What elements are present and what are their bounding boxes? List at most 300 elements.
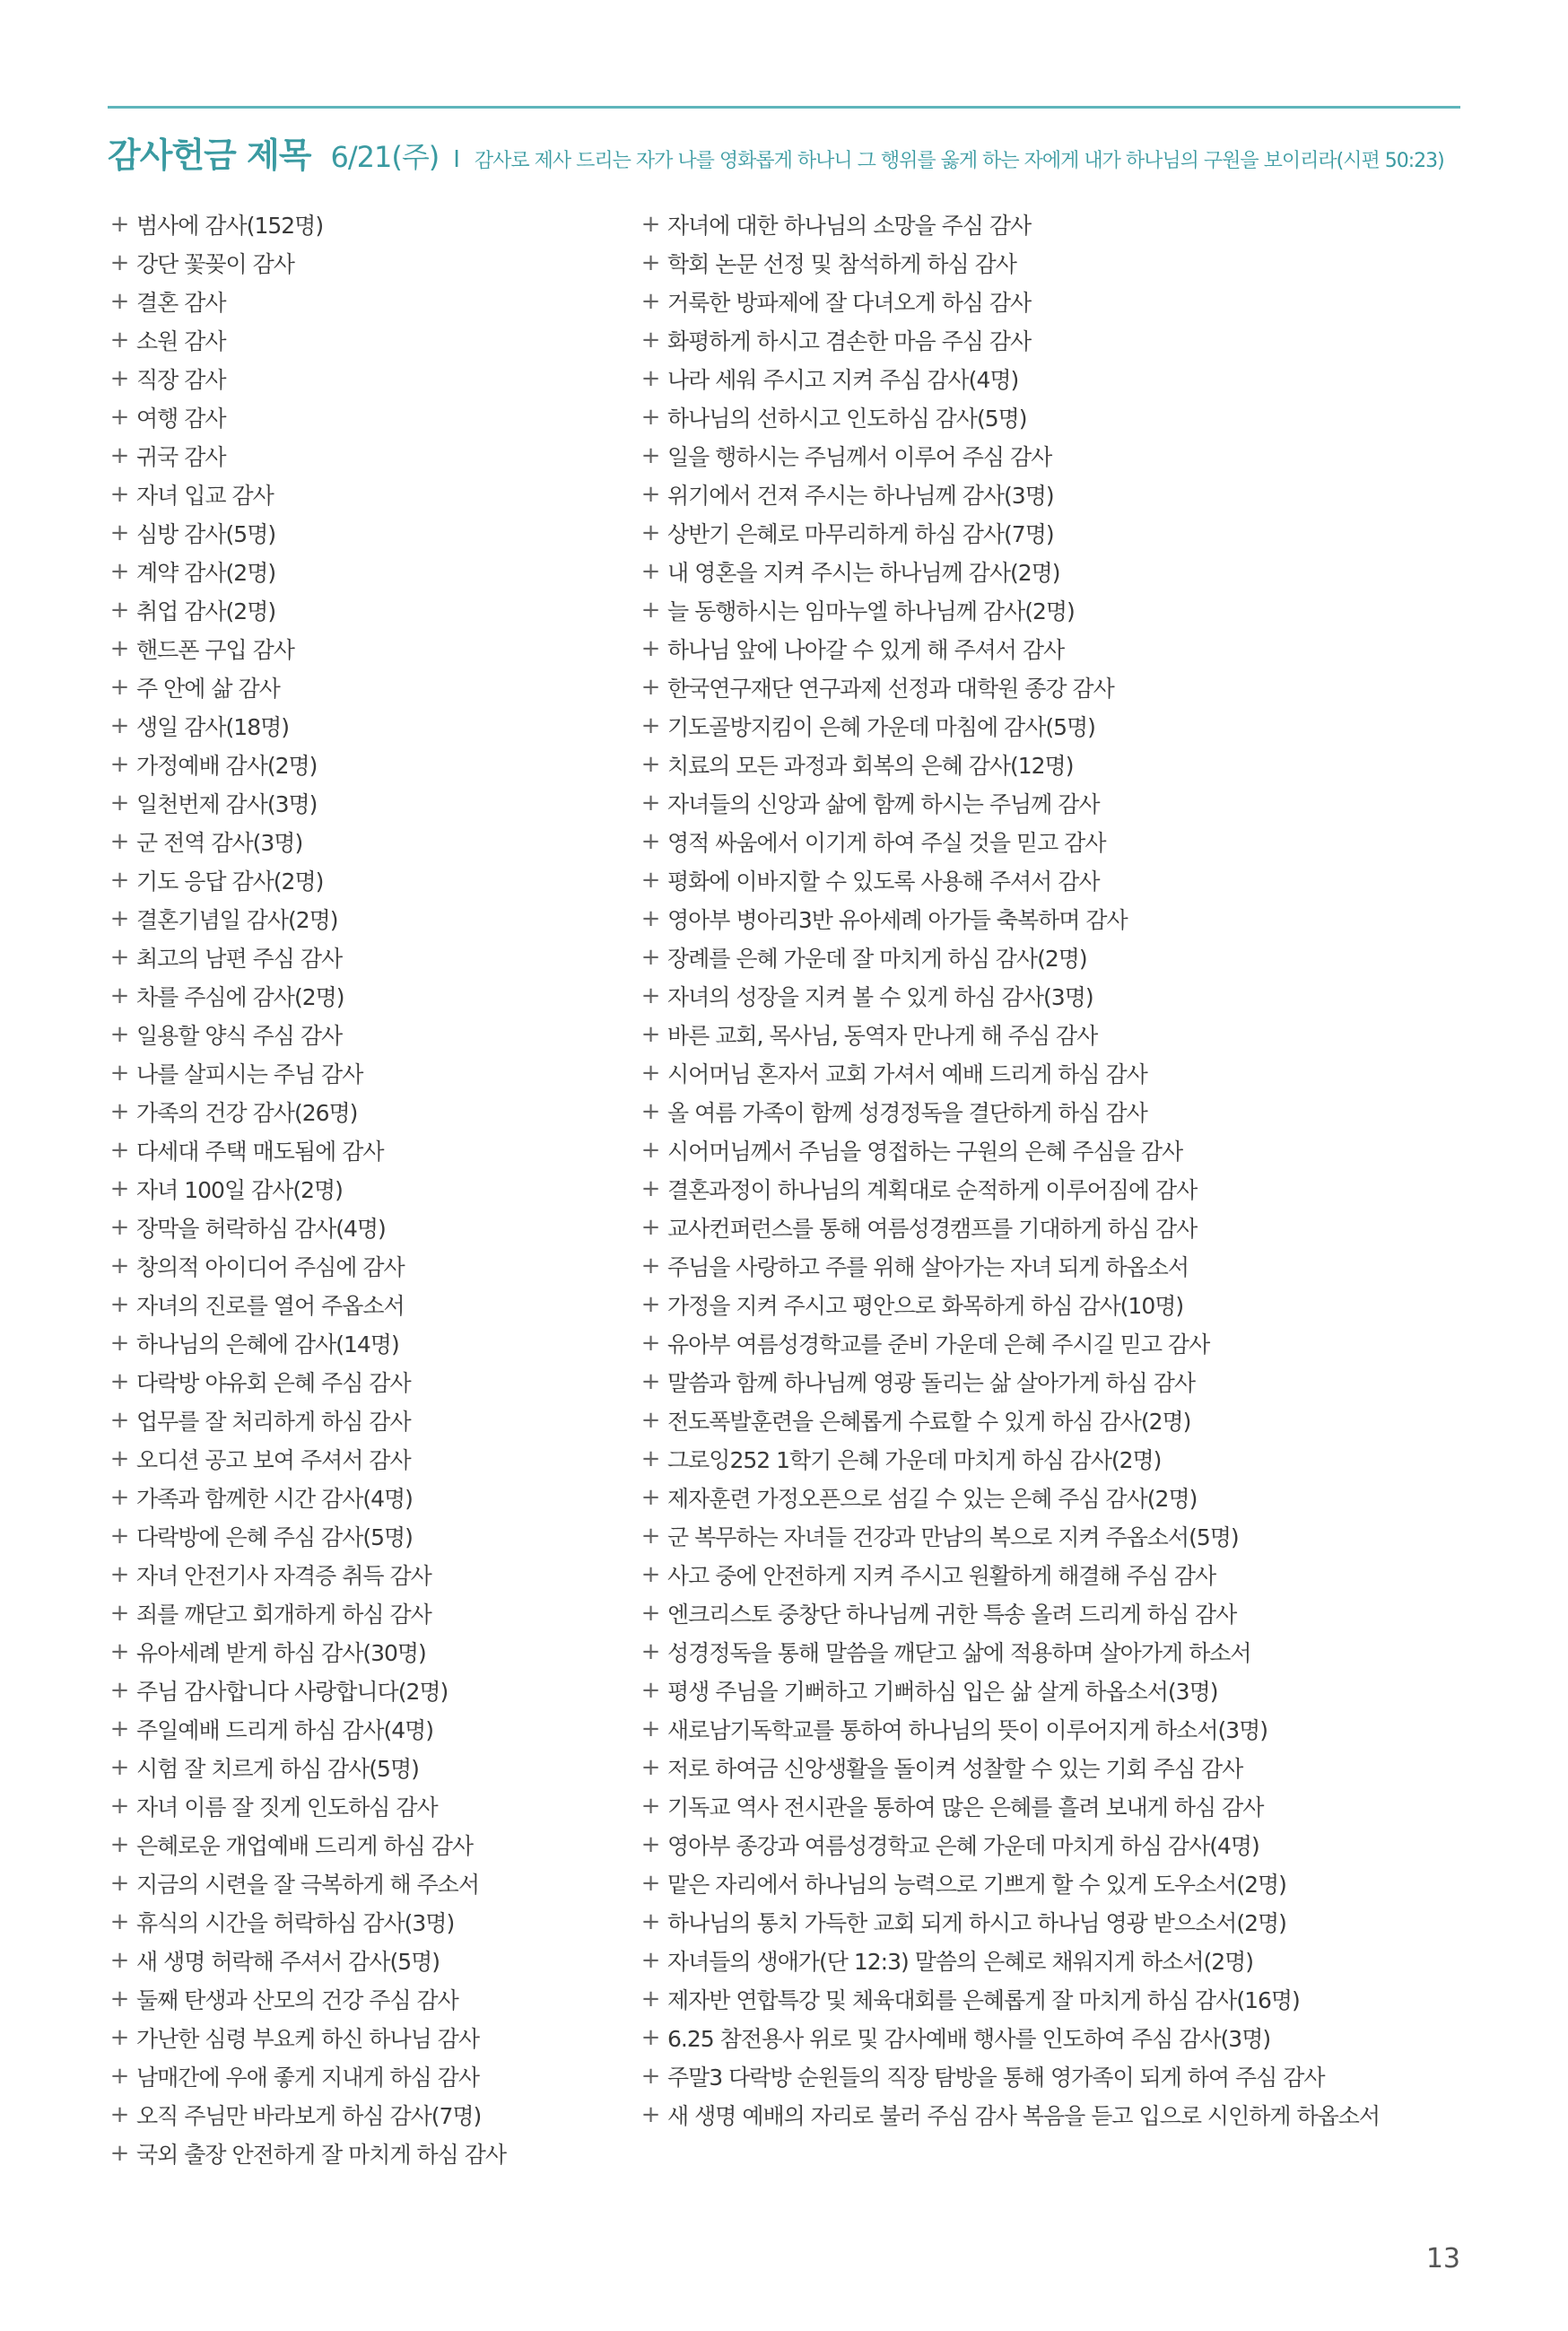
header-rule: [108, 106, 1460, 109]
list-item-text: 6.25 참전용사 위로 및 감사예배 행사를 인도하여 주심 감사(3명): [667, 2025, 1271, 2052]
plus-icon: +: [640, 326, 660, 354]
plus-icon: +: [640, 1792, 660, 1820]
list-item-text: 직장 감사: [136, 366, 226, 393]
list-item: [108, 2056, 628, 2095]
plus-icon: +: [640, 1406, 660, 1434]
plus-icon: +: [109, 403, 129, 431]
list-item: [639, 976, 1473, 1015]
list-item-text: 일을 행하시는 주님께서 이루어 주심 감사: [667, 443, 1052, 470]
list-item: [639, 1941, 1473, 1979]
plus-icon: +: [640, 249, 660, 276]
list-item: [108, 359, 628, 397]
plus-icon: +: [109, 2023, 129, 2051]
list-item-text: 가난한 심령 부요케 하신 하나님 감사: [136, 2025, 479, 2052]
list-item: [108, 1516, 628, 1555]
list-item: [108, 320, 628, 359]
list-item-text: 자녀 입교 감사: [136, 482, 274, 509]
list-item: [639, 1825, 1473, 1864]
list-item: [639, 1439, 1473, 1478]
list-item: [108, 1015, 628, 1053]
list-item: [639, 629, 1473, 668]
plus-icon: +: [109, 1599, 129, 1627]
plus-icon: +: [109, 982, 129, 1009]
list-item: [108, 552, 628, 590]
list-item: [108, 629, 628, 668]
list-item-text: 오디션 공고 보여 주셔서 감사: [136, 1446, 411, 1473]
plus-icon: +: [109, 480, 129, 508]
list-item: [108, 1902, 628, 1941]
plus-icon: +: [109, 210, 129, 238]
section-title: 감사헌금 제목: [108, 135, 311, 175]
list-item: [108, 706, 628, 745]
list-item: [639, 938, 1473, 976]
list-item: [639, 436, 1473, 475]
list-item: [639, 745, 1473, 783]
plus-icon: +: [640, 287, 660, 315]
list-item-text: 다세대 주택 매도됨에 감사: [136, 1138, 384, 1165]
list-item-text: 시어머님 혼자서 교회 가셔서 예배 드리게 하심 감사: [667, 1061, 1147, 1087]
list-item: [108, 1246, 628, 1285]
list-item-text: 하나님의 은혜에 감사(14명): [136, 1331, 399, 1358]
plus-icon: +: [640, 480, 660, 508]
list-item: [639, 1516, 1473, 1555]
plus-icon: +: [109, 1097, 129, 1125]
list-item: [639, 1478, 1473, 1516]
plus-icon: +: [640, 2023, 660, 2051]
list-item: [639, 706, 1473, 745]
list-item-text: 기도 응답 감사(2명): [136, 868, 324, 895]
plus-icon: +: [109, 789, 129, 816]
plus-icon: +: [640, 904, 660, 932]
plus-icon: +: [109, 1715, 129, 1742]
list-item: [639, 1671, 1473, 1709]
list-item-text: 강단 꽃꽂이 감사: [136, 250, 294, 277]
plus-icon: +: [109, 249, 129, 276]
list-item-text: 화평하게 하시고 겸손한 마음 주심 감사: [667, 327, 1032, 354]
plus-icon: +: [109, 1522, 129, 1550]
list-item: [108, 1439, 628, 1478]
section-date: 6/21(주): [330, 140, 440, 174]
plus-icon: +: [640, 827, 660, 855]
plus-icon: +: [640, 1676, 660, 1704]
list-item-text: 유아부 여름성경학교를 준비 가운데 은혜 주시길 믿고 감사: [667, 1331, 1210, 1358]
plus-icon: +: [109, 557, 129, 585]
plus-icon: +: [640, 2062, 660, 2090]
plus-icon: +: [640, 1869, 660, 1897]
list-item: [639, 1748, 1473, 1786]
list-item-text: 가정예배 감사(2명): [136, 752, 318, 779]
list-item-text: 내 영혼을 지켜 주시는 하나님께 감사(2명): [667, 559, 1060, 586]
plus-icon: +: [109, 1329, 129, 1357]
list-item-text: 일용할 양식 주심 감사: [136, 1022, 343, 1049]
list-item: [108, 475, 628, 513]
plus-icon: +: [109, 441, 129, 469]
list-item-text: 유아세례 받게 하심 감사(30명): [136, 1639, 426, 1666]
plus-icon: +: [109, 1830, 129, 1858]
list-item: [108, 282, 628, 320]
plus-icon: +: [640, 1097, 660, 1125]
plus-icon: +: [109, 287, 129, 315]
list-item-text: 자녀의 성장을 지켜 볼 수 있게 하심 감사(3명): [667, 983, 1093, 1010]
list-item: [639, 475, 1473, 513]
list-item: [639, 1208, 1473, 1246]
list-item-text: 생일 감사(18명): [136, 713, 290, 740]
plus-icon: +: [640, 1252, 660, 1279]
list-item-text: 주 안에 삶 감사: [136, 675, 280, 702]
plus-icon: +: [640, 1560, 660, 1588]
plus-icon: +: [640, 943, 660, 971]
plus-icon: +: [640, 1715, 660, 1742]
list-item-text: 영적 싸움에서 이기게 하여 주실 것을 믿고 감사: [667, 829, 1106, 856]
list-item: [639, 783, 1473, 822]
list-item: [108, 1208, 628, 1246]
list-item-text: 바른 교회, 목사님, 동역자 만나게 해 주심 감사: [667, 1022, 1098, 1049]
list-item: [108, 1593, 628, 1632]
list-item-text: 주말3 다락방 순원들의 직장 탐방을 통해 영가족이 되게 하여 주심 감사: [667, 2064, 1325, 2091]
header-separator: I: [453, 146, 460, 173]
list-item-text: 군 전역 감사(3명): [136, 829, 303, 856]
list-item: [108, 1362, 628, 1401]
list-item: [639, 359, 1473, 397]
plus-icon: +: [640, 634, 660, 662]
list-item: [108, 2018, 628, 2056]
plus-icon: +: [640, 1329, 660, 1357]
plus-icon: +: [109, 364, 129, 392]
list-item-text: 취업 감사(2명): [136, 598, 276, 624]
list-item: [108, 745, 628, 783]
plus-icon: +: [109, 1869, 129, 1897]
list-item: [639, 513, 1473, 552]
list-item-text: 기도골방지킴이 은혜 가운데 마침에 감사(5명): [667, 713, 1095, 740]
list-item: [108, 1401, 628, 1439]
list-item: [639, 1323, 1473, 1362]
list-item: [639, 1632, 1473, 1671]
plus-icon: +: [109, 1059, 129, 1087]
list-item-text: 군 복무하는 자녀들 건강과 만남의 복으로 지켜 주옵소서(5명): [667, 1523, 1239, 1550]
plus-icon: +: [640, 1753, 660, 1781]
list-item-text: 결혼기념일 감사(2명): [136, 906, 338, 933]
list-item-text: 오직 주님만 바라보게 하심 감사(7명): [136, 2102, 482, 2129]
list-item-text: 가정을 지켜 주시고 평안으로 화목하게 하심 감사(10명): [667, 1292, 1184, 1319]
list-item: [108, 1709, 628, 1748]
list-item-text: 하나님의 선하시고 인도하심 감사(5명): [667, 405, 1027, 432]
list-item: [108, 243, 628, 282]
plus-icon: +: [640, 2100, 660, 2128]
plus-icon: +: [109, 1406, 129, 1434]
list-item-text: 평생 주님을 기뻐하고 기뻐하심 입은 삶 살게 하옵소서(3명): [667, 1678, 1218, 1705]
list-item: [108, 1825, 628, 1864]
list-item-text: 귀국 감사: [136, 443, 226, 470]
bible-verse: 감사로 제사 드리는 자가 나를 영화롭게 하나니 그 행위를 옳게 하는 자에게 내가 하나님의 구원을 보이리라(시편 50:23): [474, 150, 1444, 172]
plus-icon: +: [109, 1174, 129, 1202]
plus-icon: +: [109, 866, 129, 894]
list-item: [108, 1941, 628, 1979]
list-item: [639, 2018, 1473, 2056]
list-item-text: 주님 감사합니다 사랑합니다(2명): [136, 1678, 449, 1705]
list-item-text: 치료의 모든 과정과 회복의 은혜 감사(12명): [667, 752, 1074, 779]
list-item: [108, 205, 628, 243]
list-item: [639, 668, 1473, 706]
plus-icon: +: [640, 1946, 660, 1974]
plus-icon: +: [109, 904, 129, 932]
list-item-text: 소원 감사: [136, 327, 226, 354]
list-item-text: 결혼과정이 하나님의 계획대로 순적하게 이루어짐에 감사: [667, 1176, 1198, 1203]
list-item-text: 전도폭발훈련을 은혜롭게 수료할 수 있게 하심 감사(2명): [667, 1408, 1191, 1435]
list-item-text: 시어머님께서 주님을 영접하는 구원의 은혜 주심을 감사: [667, 1138, 1183, 1165]
list-item-text: 늘 동행하시는 임마누엘 하나님께 감사(2명): [667, 598, 1075, 624]
list-item-text: 새 생명 예배의 자리로 불러 주심 감사 복음을 듣고 입으로 시인하게 하옵소서: [667, 2102, 1381, 2129]
plus-icon: +: [640, 1985, 660, 2012]
list-item: [639, 1015, 1473, 1053]
list-item-text: 학회 논문 선정 및 참석하게 하심 감사: [667, 250, 1016, 277]
plus-icon: +: [109, 943, 129, 971]
plus-icon: +: [640, 1830, 660, 1858]
list-item: [108, 1169, 628, 1208]
list-item: [108, 1786, 628, 1825]
list-item: [108, 1053, 628, 1092]
plus-icon: +: [640, 982, 660, 1009]
plus-icon: +: [109, 1676, 129, 1704]
list-item-text: 국외 출장 안전하게 잘 마치게 하심 감사: [136, 2141, 507, 2168]
plus-icon: +: [109, 1637, 129, 1665]
plus-icon: +: [109, 1792, 129, 1820]
list-item: [108, 668, 628, 706]
plus-icon: +: [640, 557, 660, 585]
plus-icon: +: [109, 2100, 129, 2128]
list-item: [639, 1979, 1473, 2018]
plus-icon: +: [109, 827, 129, 855]
list-item-text: 자녀 100일 감사(2명): [136, 1176, 343, 1203]
list-item-text: 자녀 이름 잘 짓게 인도하심 감사: [136, 1794, 438, 1820]
list-item-text: 다락방 야유회 은혜 주심 감사: [136, 1369, 411, 1396]
list-item: [108, 2095, 628, 2134]
plus-icon: +: [640, 1908, 660, 1935]
plus-icon: +: [109, 1213, 129, 1241]
plus-icon: +: [109, 1483, 129, 1511]
list-item: [108, 860, 628, 899]
list-item-text: 핸드폰 구입 감사: [136, 636, 294, 663]
list-item-text: 엔크리스토 중창단 하나님께 귀한 특송 올려 드리게 하심 감사: [667, 1601, 1237, 1628]
list-item: [639, 320, 1473, 359]
plus-icon: +: [109, 712, 129, 739]
plus-icon: +: [109, 1946, 129, 1974]
list-item: [639, 2056, 1473, 2095]
list-item-text: 하나님의 통치 가득한 교회 되게 하시고 하나님 영광 받으소서(2명): [667, 1909, 1286, 1936]
plus-icon: +: [640, 1522, 660, 1550]
list-item-text: 남매간에 우애 좋게 지내게 하심 감사: [136, 2064, 479, 2091]
list-item-text: 상반기 은혜로 마무리하게 하심 감사(7명): [667, 520, 1054, 547]
list-item: [639, 552, 1473, 590]
list-item: [639, 205, 1473, 243]
plus-icon: +: [109, 1136, 129, 1164]
list-item-text: 최고의 남편 주심 감사: [136, 945, 343, 972]
list-item-text: 영아부 병아리3반 유아세례 아가들 축복하며 감사: [667, 906, 1128, 933]
list-item: [639, 1401, 1473, 1439]
plus-icon: +: [640, 866, 660, 894]
plus-icon: +: [640, 1483, 660, 1511]
list-item-text: 교사컨퍼런스를 통해 여름성경캠프를 기대하게 하심 감사: [667, 1215, 1198, 1242]
list-item-text: 시험 잘 치르게 하심 감사(5명): [136, 1755, 419, 1782]
plus-icon: +: [109, 519, 129, 546]
list-item: [108, 1555, 628, 1593]
list-item: [639, 1246, 1473, 1285]
list-item: [639, 1169, 1473, 1208]
list-item: [108, 1979, 628, 2018]
plus-icon: +: [109, 634, 129, 662]
plus-icon: +: [640, 750, 660, 778]
list-item-text: 제자훈련 가정오픈으로 섬길 수 있는 은혜 주심 감사(2명): [667, 1485, 1198, 1512]
plus-icon: +: [640, 403, 660, 431]
list-item-text: 하나님 앞에 나아갈 수 있게 해 주셔서 감사: [667, 636, 1065, 663]
list-item-text: 주일예배 드리게 하심 감사(4명): [136, 1716, 434, 1743]
plus-icon: +: [109, 1020, 129, 1048]
list-item: [639, 860, 1473, 899]
list-item-text: 장막을 허락하심 감사(4명): [136, 1215, 386, 1242]
list-item-text: 평화에 이바지할 수 있도록 사용해 주셔서 감사: [667, 868, 1100, 895]
list-item-text: 자녀의 진로를 열어 주옵소서: [136, 1292, 405, 1319]
plus-icon: +: [640, 1599, 660, 1627]
list-item-text: 은혜로운 개업예배 드리게 하심 감사: [136, 1832, 474, 1859]
list-item-text: 가족과 함께한 시간 감사(4명): [136, 1485, 413, 1512]
list-item-text: 심방 감사(5명): [136, 520, 276, 547]
list-item-text: 위기에서 건져 주시는 하나님께 감사(3명): [667, 482, 1054, 509]
list-item-text: 창의적 아이디어 주심에 감사: [136, 1253, 405, 1280]
plus-icon: +: [640, 1445, 660, 1472]
list-item-text: 제자반 연합특강 및 체육대회를 은혜롭게 잘 마치게 하심 감사(16명): [667, 1986, 1300, 2013]
list-item: [108, 1478, 628, 1516]
list-item-text: 나라 세워 주시고 지켜 주심 감사(4명): [667, 366, 1019, 393]
list-item-text: 사고 중에 안전하게 지켜 주시고 원활하게 해결해 주심 감사: [667, 1562, 1216, 1589]
list-item-text: 자녀에 대한 하나님의 소망을 주심 감사: [667, 212, 1032, 239]
list-item: [639, 1053, 1473, 1092]
list-item: [108, 1671, 628, 1709]
list-item: [108, 397, 628, 436]
plus-icon: +: [109, 1445, 129, 1472]
list-item-text: 영아부 종강과 여름성경학교 은혜 가운데 마치게 하심 감사(4명): [667, 1832, 1259, 1859]
list-item: [108, 938, 628, 976]
list-item-text: 다락방에 은혜 주심 감사(5명): [136, 1523, 413, 1550]
list-item: [108, 783, 628, 822]
list-item: [108, 1632, 628, 1671]
list-item-text: 차를 주심에 감사(2명): [136, 983, 344, 1010]
plus-icon: +: [640, 789, 660, 816]
list-item-text: 범사에 감사(152명): [136, 212, 324, 239]
plus-icon: +: [640, 712, 660, 739]
list-item: [108, 1131, 628, 1169]
list-item: [639, 1902, 1473, 1941]
list-item-text: 거룩한 방파제에 잘 다녀오게 하심 감사: [667, 289, 1032, 316]
plus-icon: +: [640, 1367, 660, 1395]
list-item: [639, 590, 1473, 629]
list-item-text: 말씀과 함께 하나님께 영광 돌리는 삶 살아가게 하심 감사: [667, 1369, 1196, 1396]
list-item: [639, 1786, 1473, 1825]
list-item: [639, 1285, 1473, 1323]
list-item: [108, 822, 628, 860]
list-item: [108, 1323, 628, 1362]
list-item: [639, 1864, 1473, 1902]
list-item: [639, 1593, 1473, 1632]
list-item-text: 둘째 탄생과 산모의 건강 주심 감사: [136, 1986, 458, 2013]
page-header: [108, 127, 1478, 175]
list-item-text: 새로남기독학교를 통하여 하나님의 뜻이 이루어지게 하소서(3명): [667, 1716, 1268, 1743]
plus-icon: +: [109, 1367, 129, 1395]
thanks-list-right: [639, 205, 1473, 2134]
list-item: [639, 1131, 1473, 1169]
plus-icon: +: [640, 364, 660, 392]
list-item: [639, 282, 1473, 320]
list-item-text: 자녀들의 생애가(단 12:3) 말씀의 은혜로 채워지게 하소서(2명): [667, 1948, 1254, 1975]
list-item: [639, 243, 1473, 282]
list-item-text: 여행 감사: [136, 405, 226, 432]
plus-icon: +: [109, 1908, 129, 1935]
plus-icon: +: [109, 2139, 129, 2167]
plus-icon: +: [109, 326, 129, 354]
plus-icon: +: [640, 1213, 660, 1241]
list-item-text: 성경정독을 통해 말씀을 깨닫고 삶에 적용하며 살아가게 하소서: [667, 1639, 1251, 1666]
list-item: [639, 899, 1473, 938]
plus-icon: +: [109, 2062, 129, 2090]
list-item-text: 일천번제 감사(3명): [136, 790, 318, 817]
plus-icon: +: [640, 519, 660, 546]
list-item-text: 결혼 감사: [136, 289, 226, 316]
plus-icon: +: [109, 673, 129, 701]
list-item: [639, 2095, 1473, 2134]
list-item: [639, 1709, 1473, 1748]
list-item-text: 자녀 안전기사 자격증 취득 감사: [136, 1562, 431, 1589]
list-item-text: 죄를 깨닫고 회개하게 하심 감사: [136, 1601, 431, 1628]
list-item-text: 계약 감사(2명): [136, 559, 276, 586]
list-item: [108, 513, 628, 552]
plus-icon: +: [640, 441, 660, 469]
plus-icon: +: [109, 1560, 129, 1588]
list-item-text: 그로잉252 1학기 은혜 가운데 마치게 하심 감사(2명): [667, 1446, 1162, 1473]
list-item-text: 가족의 건강 감사(26명): [136, 1099, 358, 1126]
plus-icon: +: [640, 596, 660, 624]
list-item: [639, 1555, 1473, 1593]
list-item-text: 새 생명 허락해 주셔서 감사(5명): [136, 1948, 440, 1975]
plus-icon: +: [109, 750, 129, 778]
plus-icon: +: [109, 596, 129, 624]
list-item: [639, 1362, 1473, 1401]
thanks-list-left: [108, 205, 628, 2172]
list-item-text: 업무를 잘 처리하게 하심 감사: [136, 1408, 411, 1435]
list-item-text: 기독교 역사 전시관을 통하여 많은 은혜를 흘려 보내게 하심 감사: [667, 1794, 1264, 1820]
list-item-text: 저로 하여금 신앙생활을 돌이켜 성찰할 수 있는 기회 주심 감사: [667, 1755, 1243, 1782]
list-item: [639, 1092, 1473, 1131]
plus-icon: +: [109, 1753, 129, 1781]
list-item-text: 지금의 시련을 잘 극복하게 해 주소서: [136, 1871, 479, 1898]
plus-icon: +: [640, 1174, 660, 1202]
plus-icon: +: [109, 1290, 129, 1318]
list-item-text: 장례를 은혜 가운데 잘 마치게 하심 감사(2명): [667, 945, 1087, 972]
plus-icon: +: [640, 1136, 660, 1164]
list-item: [108, 1092, 628, 1131]
plus-icon: +: [640, 1059, 660, 1087]
list-item: [108, 436, 628, 475]
list-item-text: 자녀들의 신앙과 삶에 함께 하시는 주님께 감사: [667, 790, 1100, 817]
plus-icon: +: [640, 1637, 660, 1665]
list-item-text: 나를 살피시는 주님 감사: [136, 1061, 363, 1087]
plus-icon: +: [640, 1020, 660, 1048]
list-item: [108, 590, 628, 629]
plus-icon: +: [109, 1985, 129, 2012]
list-item: [108, 899, 628, 938]
plus-icon: +: [640, 673, 660, 701]
plus-icon: +: [640, 1290, 660, 1318]
list-item-text: 휴식의 시간을 허락하심 감사(3명): [136, 1909, 455, 1936]
list-item: [639, 397, 1473, 436]
plus-icon: +: [640, 210, 660, 238]
